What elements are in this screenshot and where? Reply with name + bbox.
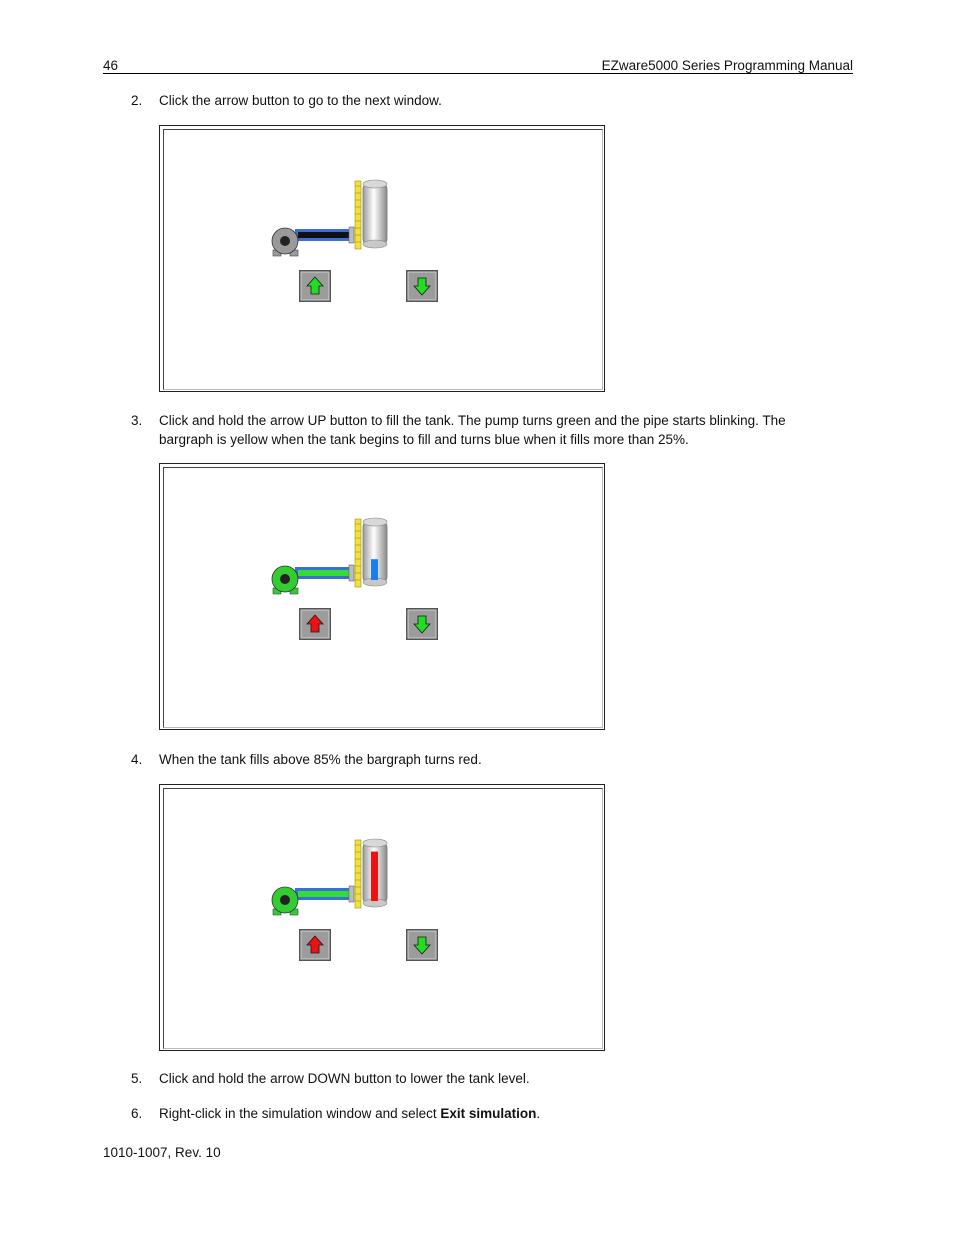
arrow-up-button[interactable]	[299, 270, 331, 302]
pipe-flange	[349, 565, 354, 581]
tank-ladder	[355, 840, 361, 908]
exit-simulation-label: Exit simulation	[440, 1106, 537, 1121]
tank-bottom	[363, 240, 387, 248]
tank-top	[363, 518, 387, 526]
tank-level-bar	[371, 559, 378, 580]
footer-doc-id: 1010-1007, Rev. 10	[103, 1145, 221, 1160]
pipe-flow	[298, 891, 350, 897]
step-text: Click and hold the arrow DOWN button to lower the tank level.	[159, 1071, 530, 1086]
step-number: 5.	[131, 1071, 143, 1086]
arrow-down-button[interactable]	[406, 608, 438, 640]
arrow-up-button[interactable]	[299, 929, 331, 961]
step-text: Right-click in the simulation window and select Exit simulation.	[159, 1106, 541, 1121]
tank-top	[363, 180, 387, 188]
tank	[363, 184, 387, 244]
pump-hub	[280, 895, 290, 905]
pump-hub	[280, 236, 290, 246]
simulation-screen-initial	[159, 125, 605, 392]
tank-level-bar	[371, 852, 378, 901]
arrow-down-button[interactable]	[406, 929, 438, 961]
step-number: 4.	[131, 752, 143, 767]
pipe-flow	[298, 232, 350, 238]
pipe-flange	[349, 886, 354, 902]
arrow-up-button[interactable]	[299, 608, 331, 640]
tank-ladder	[355, 181, 361, 249]
tank-top	[363, 839, 387, 847]
manual-title: EZware5000 Series Programming Manual	[601, 58, 853, 73]
step-text: Click the arrow button to go to the next window.	[159, 93, 442, 108]
step-text: Click and hold the arrow UP button to fill the tank. The pump turns green and the pipe starts blinking. The bargraph is yellow when the tank begins to fill and turns blue when it fills more than 25%.	[159, 413, 786, 447]
pipe-flange	[349, 227, 354, 243]
tank-ladder	[355, 519, 361, 587]
step-number: 6.	[131, 1106, 143, 1121]
tank-scene	[160, 785, 606, 1052]
step-number: 3.	[131, 413, 143, 428]
header-rule	[103, 73, 853, 74]
pipe-flow	[298, 570, 350, 576]
simulation-screen-full	[159, 784, 605, 1051]
tank-scene	[160, 126, 606, 393]
step-number: 2.	[131, 93, 143, 108]
page-number: 46	[103, 58, 119, 73]
simulation-screen-filling	[159, 463, 605, 730]
pump-hub	[280, 574, 290, 584]
arrow-down-button[interactable]	[406, 270, 438, 302]
step-text: When the tank fills above 85% the bargraph turns red.	[159, 752, 482, 767]
tank-scene	[160, 464, 606, 731]
